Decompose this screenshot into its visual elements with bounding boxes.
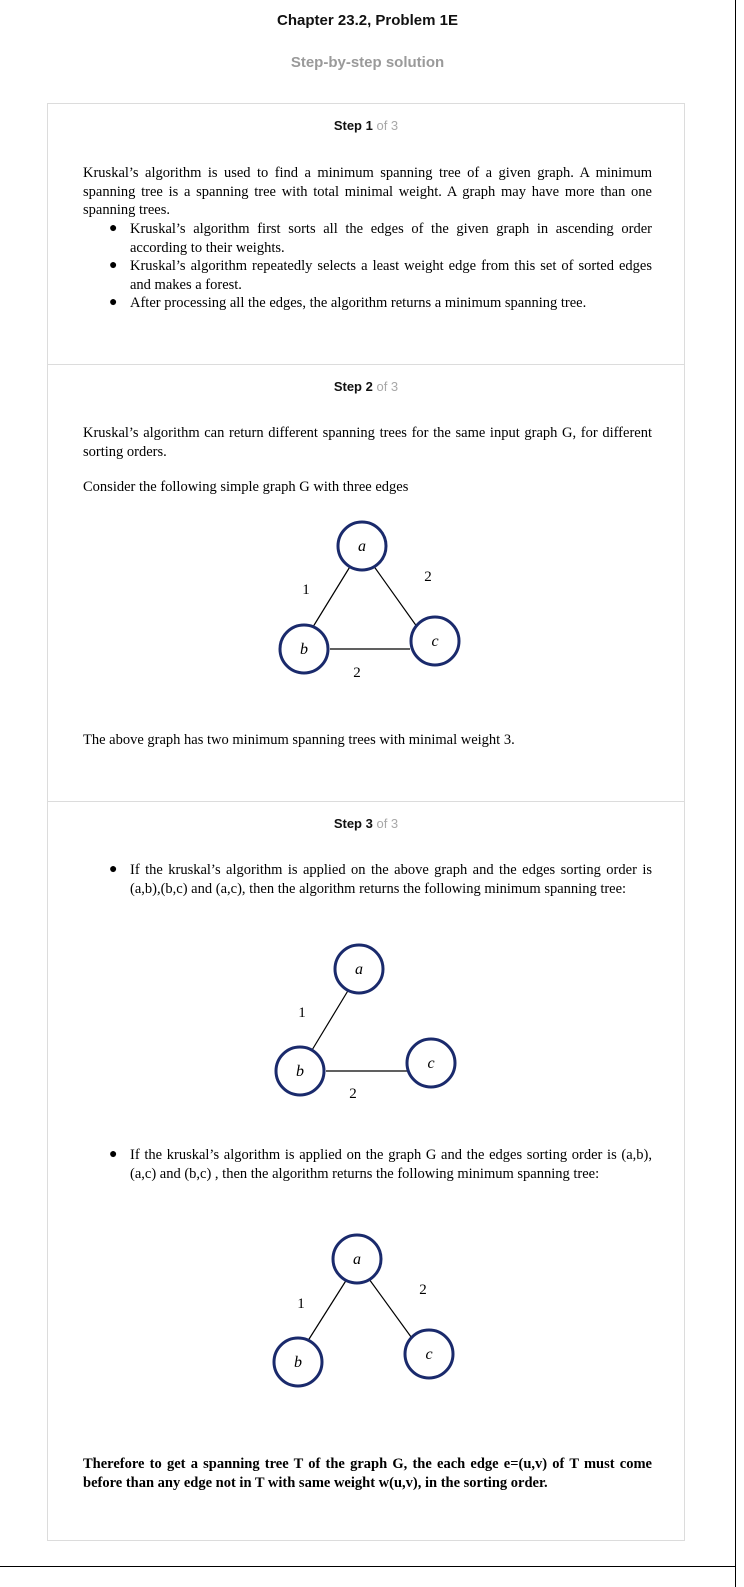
list-item: ● If the kruskal’s algorithm is applied on the above graph and the edges sorting order is (a,b),(b,c) and (a,c), then the algorithm returns the following minimum spanning tree: [109, 862, 652, 897]
step-2-paragraph-2: Consider the following simple graph G with three edges [83, 479, 409, 495]
frame-right-border [735, 0, 736, 1587]
step-2-paragraph-1: Kruskal’s algorithm can return different spanning trees for the same input graph G, for different sorting orders. [83, 425, 652, 460]
weight-bc: 2 [353, 665, 361, 681]
weight-bc: 2 [349, 1086, 357, 1102]
frame-bottom-border [0, 1566, 736, 1567]
edge-ab [304, 1279, 347, 1347]
node-b-label: b [296, 1063, 304, 1080]
edge-ac [373, 565, 420, 631]
list-item: ● If the kruskal’s algorithm is applied on the graph G and the edges sorting order is (a,b), (a,c) and (b,c) , then the algorithm returns the following minimum spanning tree: [109, 1147, 652, 1182]
node-c-label: c [427, 1055, 435, 1072]
step-1-bullets [83, 220, 652, 313]
step-3-card [47, 801, 685, 1541]
step-2-paragraph-3: The above graph has two minimum spanning trees with minimal weight 3. [83, 732, 515, 748]
node-a-label: a [353, 1251, 361, 1268]
node-c-label: c [425, 1346, 433, 1363]
weight-ac: 2 [424, 569, 432, 585]
step-1-label: Step 1 of 3 [333, 118, 399, 133]
weight-ab: 1 [298, 1005, 306, 1021]
step-1-paragraph: Kruskal’s algorithm is used to find a minimum spanning tree of a given graph. A minimum spanning tree is a spanning tree with total minimal weight. A graph may have more than one spanning trees. [83, 165, 652, 218]
step-3-bullet-1 [83, 861, 652, 898]
page-subtitle: Step-by-step solution [290, 54, 445, 71]
step-2-label: Step 2 of 3 [333, 379, 399, 394]
step-1-card [47, 103, 685, 365]
graph-tree-1 [48, 937, 686, 1107]
edge-ac [369, 1279, 414, 1341]
step-2-card [47, 364, 685, 802]
step-3-label: Step 3 of 3 [333, 816, 399, 831]
weight-ab: 1 [297, 1296, 305, 1312]
weight-ac: 2 [419, 1282, 427, 1298]
weight-ab: 1 [302, 582, 310, 598]
edge-ab [308, 565, 351, 635]
list-item: ● Kruskal’s algorithm first sorts all the edges of the given graph in ascending order according to their weights. [109, 221, 652, 256]
node-b-label: b [294, 1354, 302, 1371]
node-c-label: c [431, 633, 439, 650]
list-item: ● After processing all the edges, the algorithm returns a minimum spanning tree. [109, 295, 587, 311]
graph-full [48, 511, 686, 711]
node-a-label: a [355, 961, 363, 978]
page-title: Chapter 23.2, Problem 1E [277, 12, 458, 29]
node-b-label: b [300, 641, 308, 658]
step-3-bullet-2 [83, 1146, 652, 1183]
step-3-conclusion: Therefore to get a spanning tree T of the graph G, the each edge e=(u,v) of T must come before than any edge not in T with same weight w(u,v), in the sorting order. [83, 1456, 652, 1491]
graph-tree-2 [48, 1227, 686, 1397]
list-item: ● Kruskal’s algorithm repeatedly selects a least weight edge from this set of sorted edges and makes a forest. [109, 258, 652, 293]
node-a-label: a [358, 538, 366, 555]
